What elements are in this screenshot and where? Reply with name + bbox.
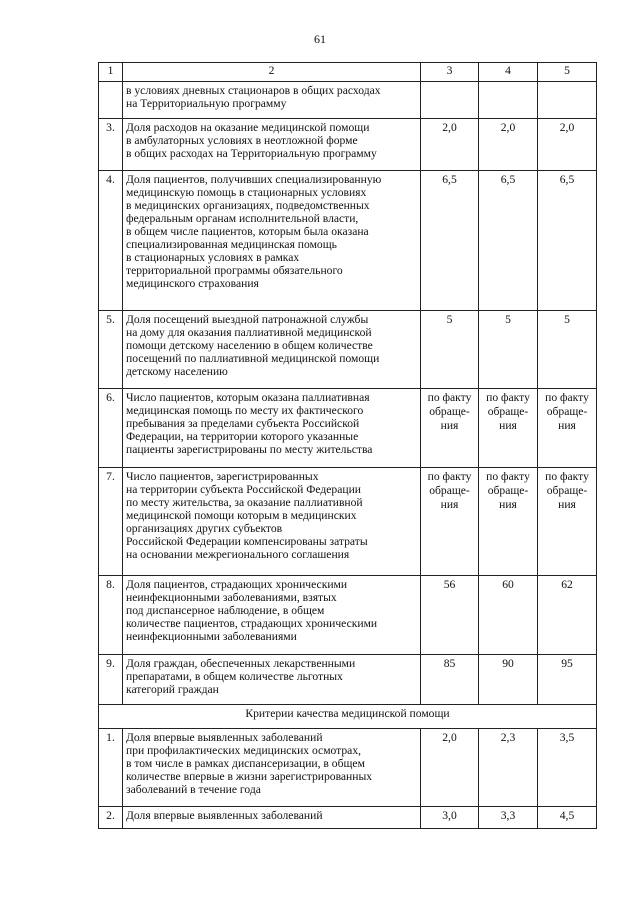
row-description: Доля граждан, обеспеченных лекарственными препаратами, в общем количестве льготных категорий граждан — [123, 655, 421, 705]
table-row — [99, 82, 597, 119]
row-description: Доля впервые выявленных заболеваний — [123, 807, 421, 829]
row-number: 9. — [99, 655, 123, 705]
table-row — [99, 171, 597, 311]
value-col3: по факту обраще- ния — [421, 468, 479, 576]
value-col3: 2,0 — [421, 729, 479, 807]
table-row — [99, 807, 597, 829]
header-cell: 3 — [421, 63, 479, 82]
value-col4: по факту обраще- ния — [479, 389, 538, 468]
value-col4: 2,3 — [479, 729, 538, 807]
value-col5: 3,5 — [538, 729, 597, 807]
value-col3: 5 — [421, 311, 479, 389]
row-description: Доля впервые выявленных заболеваний при профилактических медицинских осмотрах, в том числе в рамках диспансеризации, в общем количестве впервые в жизни зарегистрированных заболеваний в течение года — [123, 729, 421, 807]
value-col5: 5 — [538, 311, 597, 389]
value-col5: по факту обраще- ния — [538, 468, 597, 576]
page-number: 61 — [314, 32, 326, 46]
row-description: Доля расходов на оказание медицинской помощи в амбулаторных условиях в неотложной форме в общих расходах на Территориальную программу — [123, 119, 421, 171]
value-col3: 3,0 — [421, 807, 479, 829]
row-number: 4. — [99, 171, 123, 311]
value-col3 — [421, 82, 479, 119]
row-number — [99, 82, 123, 119]
row-number: 2. — [99, 807, 123, 829]
criteria-table — [98, 62, 597, 829]
header-cell: 2 — [123, 63, 421, 82]
row-description: в условиях дневных стационаров в общих расходах на Территориальную программу — [123, 82, 421, 119]
value-col5: 2,0 — [538, 119, 597, 171]
row-description: Доля пациентов, страдающих хроническими неинфекционными заболеваниями, взятых под диспансерное наблюдение, в общем количестве пациентов, страдающих хроническими неинфекционными заболеваниями — [123, 576, 421, 655]
header-cell: 4 — [479, 63, 538, 82]
value-col4: 6,5 — [479, 171, 538, 311]
value-col4: 90 — [479, 655, 538, 705]
value-col3: 2,0 — [421, 119, 479, 171]
value-col3: по факту обраще- ния — [421, 389, 479, 468]
value-col4: 3,3 — [479, 807, 538, 829]
table-row — [99, 468, 597, 576]
row-number: 8. — [99, 576, 123, 655]
row-description: Число пациентов, которым оказана паллиативная медицинская помощь по месту их фактического пребывания за пределами субъекта Российской Федерации, на территории которого указанные пациенты зарегистрированы по месту жительства — [123, 389, 421, 468]
value-col3: 56 — [421, 576, 479, 655]
value-col5: 62 — [538, 576, 597, 655]
row-number: 1. — [99, 729, 123, 807]
row-description: Доля пациентов, получивших специализированную медицинскую помощь в стационарных условиях в медицинских организациях, подведомственных федеральным органам исполнительной власти, в общем числе пациентов, которым была оказана специализированная медицинская помощь в стационарных условиях в рамках территориальной программы обязательного медицинского страхования — [123, 171, 421, 311]
row-number: 6. — [99, 389, 123, 468]
table-row — [99, 311, 597, 389]
table-row — [99, 655, 597, 705]
table-row — [99, 119, 597, 171]
section-row — [99, 705, 597, 729]
value-col4: 5 — [479, 311, 538, 389]
row-number: 5. — [99, 311, 123, 389]
table-row — [99, 729, 597, 807]
value-col4: 2,0 — [479, 119, 538, 171]
row-description: Число пациентов, зарегистрированных на территории субъекта Российской Федерации по месту жительства, за оказание паллиативной медицинской помощи которым в медицинских организациях других субъектов Российской Федерации компенсированы затраты на основании межрегионального соглашения — [123, 468, 421, 576]
value-col4 — [479, 82, 538, 119]
value-col5 — [538, 82, 597, 119]
value-col5: по факту обраще- ния — [538, 389, 597, 468]
value-col5: 6,5 — [538, 171, 597, 311]
value-col3: 6,5 — [421, 171, 479, 311]
value-col4: 60 — [479, 576, 538, 655]
value-col4: по факту обраще- ния — [479, 468, 538, 576]
header-cell: 1 — [99, 63, 123, 82]
section-title: Критерии качества медицинской помощи — [99, 705, 597, 729]
table-row — [99, 389, 597, 468]
value-col5: 4,5 — [538, 807, 597, 829]
table-header-row — [99, 63, 597, 82]
header-cell: 5 — [538, 63, 597, 82]
value-col5: 95 — [538, 655, 597, 705]
row-number: 7. — [99, 468, 123, 576]
row-number: 3. — [99, 119, 123, 171]
table-row — [99, 576, 597, 655]
row-description: Доля посещений выездной патронажной службы на дому для оказания паллиативной медицинской помощи детскому населению в общем количестве посещений по паллиативной медицинской помощи детскому населению — [123, 311, 421, 389]
value-col3: 85 — [421, 655, 479, 705]
